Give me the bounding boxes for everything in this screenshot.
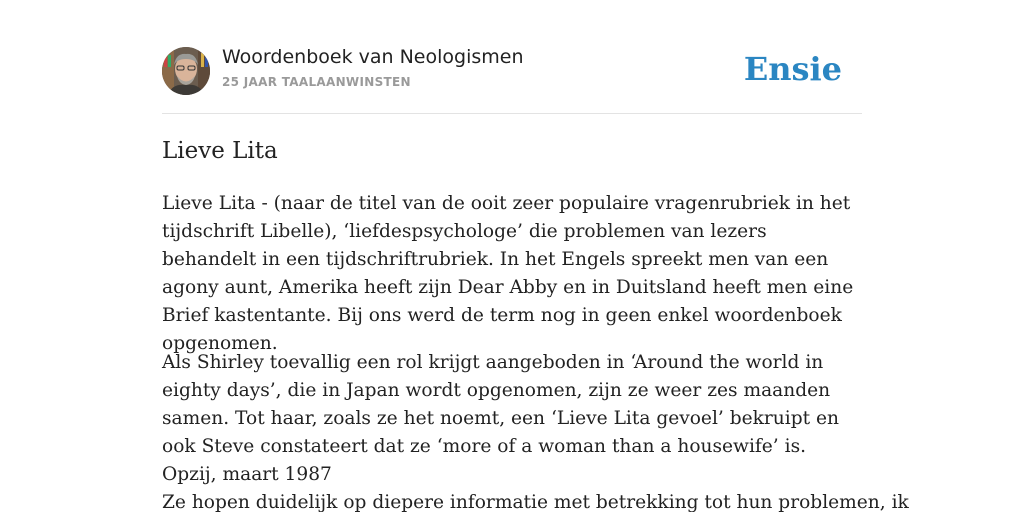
header <box>162 0 862 114</box>
article-paragraph: Als Shirley toevallig een rol krijgt aangeboden in ‘Around the world in eighty days’, die in Japan wordt opgenomen, zijn ze weer zes maanden samen. Tot haar, zoals ze het noemt, een ‘Lieve Lita gevoel’ bekruipt en ook Steve constateert dat ze ‘more of a woman than a housewife’ is. Opzij, maart 1987 <box>162 352 839 485</box>
article-paragraph: Lieve Lita - (naar de titel van de ooit zeer populaire vragenrubriek in het tijdschrift Libelle), ‘liefdespsychologe’ die problemen van lezers behandelt in een tijdschriftrubriek. In het Engels spreekt men van een agony aunt, Amerika heeft zijn Dear Abby en in Duitsland heeft men eine Brief kastentante. Bij ons werd de term nog in geen enkel woordenboek opgenomen. <box>162 193 854 354</box>
avatar-portrait-icon <box>162 47 210 95</box>
author-name[interactable]: Woordenboek van Neologismen <box>222 46 524 68</box>
content-column <box>162 0 909 512</box>
article-paragraph: Ze hopen duidelijk op diepere informatie met betrekking tot hun problemen, ik <box>162 492 909 512</box>
avatar[interactable] <box>162 47 210 95</box>
author-subtitle: 25 JAAR TAALAANWINSTEN <box>222 75 411 89</box>
brand-logo[interactable]: Ensie <box>743 50 842 88</box>
article-title: Lieve Lita <box>162 138 278 164</box>
